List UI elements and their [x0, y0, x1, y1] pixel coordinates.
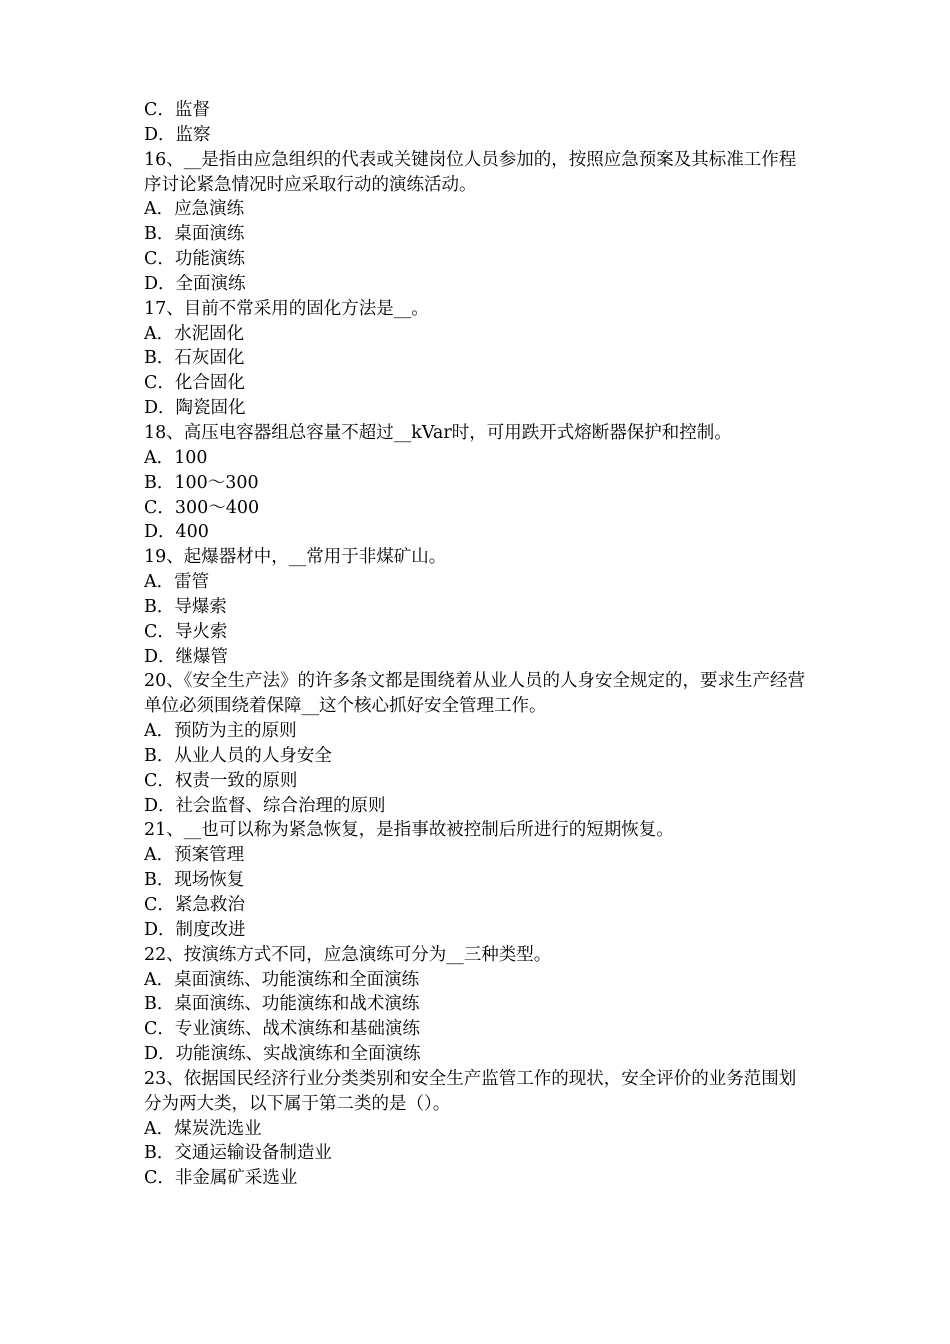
question-16 [144, 148, 810, 297]
question-stem: 16、__是指由应急组织的代表或关键岗位人员参加的，按照应急预案及其标准工作程序讨论紧急情况时应采取行动的演练活动。 [144, 149, 797, 195]
option-d: D．全面演练 [144, 273, 246, 294]
option-b: B．桌面演练 [144, 224, 245, 245]
option-c: C．权责一致的原则 [144, 770, 298, 791]
option-a: A．预案管理 [144, 845, 245, 866]
question-18 [144, 421, 810, 545]
option-a: A．应急演练 [144, 199, 245, 220]
option-d: D．400 [144, 522, 209, 543]
question-19 [144, 545, 810, 669]
question-stem: 17、目前不常采用的固化方法是__。 [144, 298, 429, 319]
question-stem: 20、《安全生产法》的许多条文都是围绕着从业人员的人身安全规定的，要求生产经营单位必须围绕着保障__这个核心抓好安全管理工作。 [144, 671, 806, 717]
option-a: A．煤炭洗选业 [144, 1118, 262, 1139]
option-line: D．监察 [144, 124, 211, 145]
option-b: B．现场恢复 [144, 870, 245, 891]
option-b: B．交通运输设备制造业 [144, 1143, 332, 1164]
option-a: A．桌面演练、功能演练和全面演练 [144, 969, 420, 990]
option-b: B．石灰固化 [144, 348, 245, 369]
question-23 [144, 1067, 810, 1191]
document-body [144, 98, 810, 1191]
option-c: C．非金属矿采选业 [144, 1168, 298, 1189]
question-21 [144, 818, 810, 942]
option-a: A．预防为主的原则 [144, 721, 297, 742]
option-d: D．继爆管 [144, 646, 229, 667]
question-20 [144, 669, 810, 818]
option-a: A．100 [144, 447, 208, 468]
option-a: A．水泥固化 [144, 323, 245, 344]
question-stem: 18、高压电容器组总容量不超过__kVar时，可用跌开式熔断器保护和控制。 [144, 422, 732, 443]
option-d: D．社会监督、综合治理的原则 [144, 795, 386, 816]
option-b: B．导爆索 [144, 596, 227, 617]
option-c: C．功能演练 [144, 249, 245, 270]
option-c: C．专业演练、战术演练和基础演练 [144, 1019, 420, 1040]
option-c: C．导火索 [144, 621, 228, 642]
question-stem: 23、依据国民经济行业分类类别和安全生产监管工作的现状，安全评价的业务范围划分为两大类，以下属于第二类的是（）。 [144, 1068, 797, 1114]
option-d: D．功能演练、实战演练和全面演练 [144, 1044, 421, 1065]
option-line: C．监督 [144, 100, 210, 120]
option-c: C．300～400 [144, 497, 260, 518]
option-b: B．桌面演练、功能演练和战术演练 [144, 994, 420, 1015]
option-c: C．化合固化 [144, 373, 245, 394]
option-a: A．雷管 [144, 572, 210, 593]
question-stem: 19、起爆器材中，__常用于非煤矿山。 [144, 547, 447, 568]
question-stem: 22、按演练方式不同，应急演练可分为__三种类型。 [144, 944, 552, 965]
option-b: B．从业人员的人身安全 [144, 745, 332, 766]
question-22 [144, 943, 810, 1067]
option-d: D．制度改进 [144, 919, 246, 940]
option-d: D．陶瓷固化 [144, 398, 246, 419]
question-17 [144, 297, 810, 421]
question-stem: 21、__也可以称为紧急恢复，是指事故被控制后所进行的短期恢复。 [144, 820, 674, 841]
option-c: C．紧急救治 [144, 895, 245, 915]
option-b: B．100～300 [144, 472, 259, 493]
